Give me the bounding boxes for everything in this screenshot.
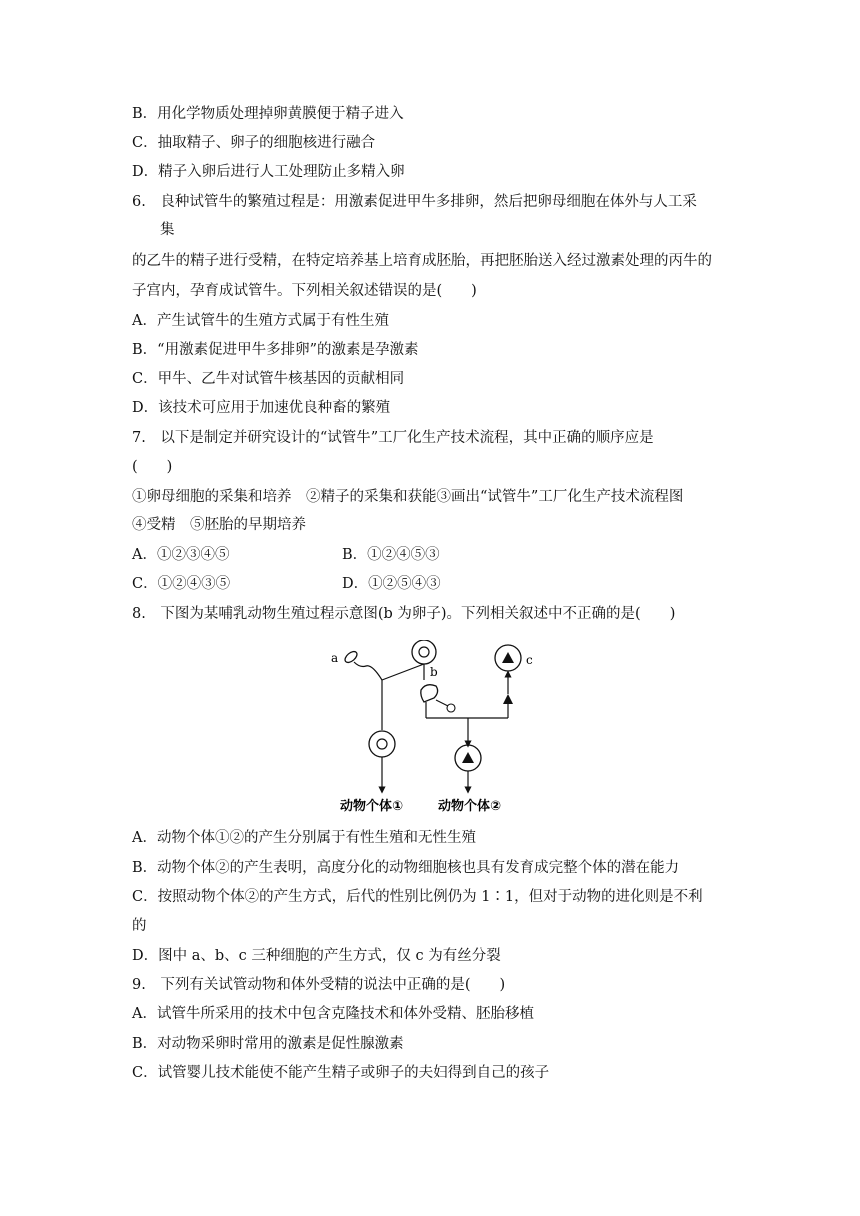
individual-2-label: 动物个体② [438,799,502,814]
q9-stem: 9. 下列有关试管动物和体外受精的说法中正确的是( ) [132,977,506,993]
label-c: c [526,653,533,667]
label-a: a [331,651,339,665]
reproduction-diagram [326,640,546,820]
q5-option-d: D．精子入卵后进行人工处理防止多精入卵 [132,164,405,180]
q7-option-d: D．①②⑤④③ [342,576,441,592]
q6-stem-line1: 6. 良种试管牛的繁殖过程是：用激素促进甲牛多排卵，然后把卵母细胞在体外与人工采 [132,194,697,210]
reconstructed-cell [455,745,481,771]
q6-stem-line3: 的乙牛的精子进行受精，在特定培养基上培育成胚胎，再把胚胎送入经过激素处理的丙牛的 [132,253,712,269]
q6-option-b: B．“用激素促进甲牛多排卵”的激素是孕激素 [132,342,419,358]
q7-option-b: B．①②④⑤③ [342,547,440,563]
q5-option-b: B．用化学物质处理掉卵黄膜便于精子进入 [132,106,404,122]
q6-option-d: D．该技术可应用于加速优良种畜的繁殖 [132,400,391,416]
q9-option-c: C．试管婴儿技术能使不能产生精子或卵子的夫妇得到自己的孩子 [132,1065,550,1081]
q6-option-a: A．产生试管牛的生殖方式属于有性生殖 [132,313,389,329]
q7-option-a: A．①②③④⑤ [132,547,230,563]
egg-cell-b [412,640,436,664]
donor-cell-c [495,645,521,671]
q7-stem-line3: ①卵母细胞的采集和培养 ②精子的采集和获能③画出“试管牛”工厂化生产技术流程图 [132,489,684,505]
q6-stem-line2: 集 [160,222,175,238]
q9-option-a: A．试管牛所采用的技术中包含克隆技术和体外受精、胚胎移植 [132,1006,534,1022]
q7-stem-line4: ④受精 ⑤胚胎的早期培养 [132,517,306,533]
individual-1-label: 动物个体① [340,799,404,814]
q8-option-d: D．图中 a、b、c 三种细胞的产生方式，仅 c 为有丝分裂 [132,948,501,964]
q7-stem-line1: 7. 以下是制定并研究设计的“试管牛”工厂化生产技术流程，其中正确的顺序应是 [132,430,654,446]
q7-stem-line2: ( ) [132,459,173,475]
zygote-cell [369,731,395,757]
label-b: b [430,665,438,679]
q8-option-c-line2: 的 [132,918,147,934]
q9-option-b: B．对动物采卵时常用的激素是促性腺激素 [132,1036,404,1052]
q8-option-b: B．动物个体②的产生表明，高度分化的动物细胞核也具有发育成完整个体的潜在能力 [132,860,680,876]
q7-option-c: C．①②④③⑤ [132,576,231,592]
q8-option-c-line1: C．按照动物个体②的产生方式，后代的性别比例仍为 1∶1，但对于动物的进化则是不利 [132,889,703,905]
sperm-cell-a [343,649,382,680]
q5-option-c: C．抽取精子、卵子的细胞核进行融合 [132,135,376,151]
q6-stem-line4: 子宫内，孕育成试管牛。下列相关叙述错误的是( ) [132,283,477,299]
q6-option-c: C．甲牛、乙牛对试管牛核基因的贡献相同 [132,371,405,387]
q8-stem: 8. 下图为某哺乳动物生殖过程示意图(b 为卵子)。下列相关叙述中不正确的是( ) [132,606,676,622]
q8-option-a: A．动物个体①②的产生分别属于有性生殖和无性生殖 [132,830,476,846]
